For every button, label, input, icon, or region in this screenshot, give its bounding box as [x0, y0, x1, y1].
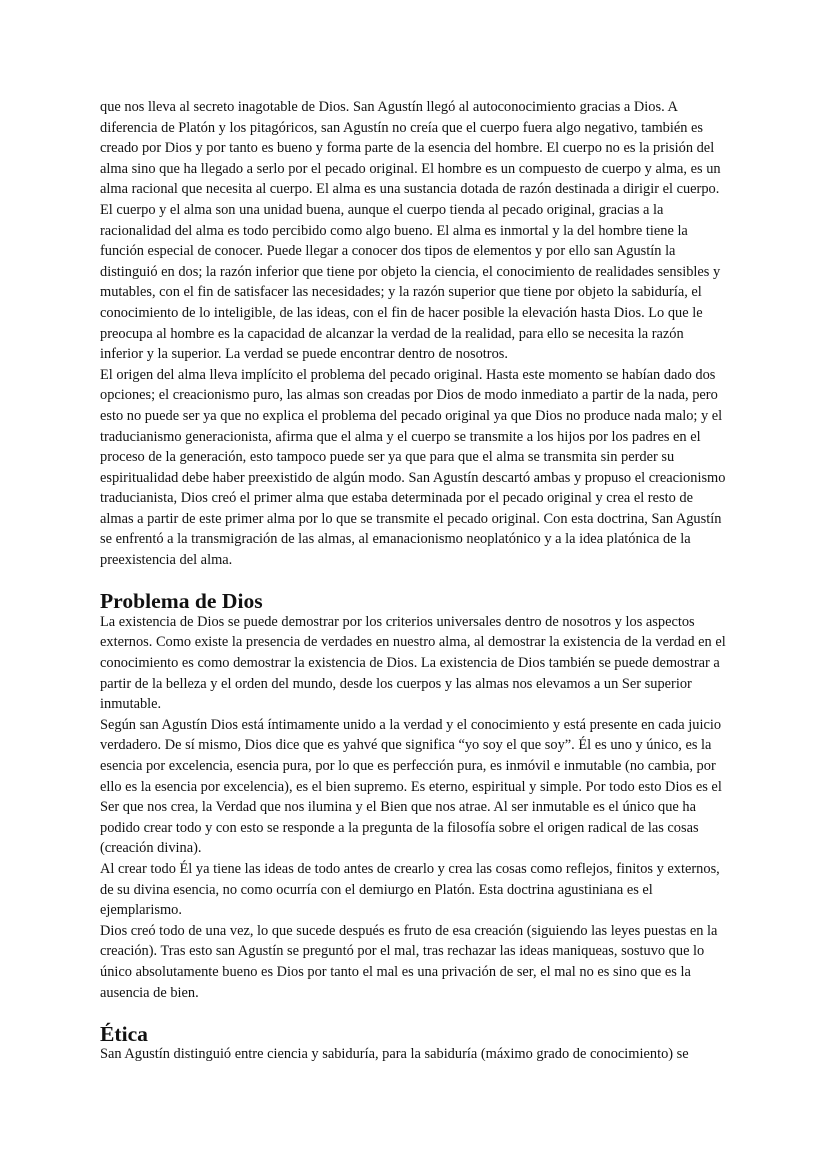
document-page [100, 97, 728, 1065]
paragraph-existencia-dios: La existencia de Dios se puede demostrar por los criterios universales dentro de nosotros y los aspectos externos. Como existe la presencia de verdades en nuestro alma, al demostrar la existencia de la verdad en el conocimiento es como demostrar la existencia de Dios. La existencia de Dios también se puede demostrar a partir de la belleza y el orden del mundo, desde los cuerpos y las almas nos elevamos a un Ser superior inmutable. [100, 613, 726, 713]
paragraph-origen-alma: El origen del alma lleva implícito el problema del pecado original. Hasta este momento se habían dado dos opciones; el creacionismo puro, las almas son creadas por Dios de modo inmediato a partir de la nada, pero esto no puede ser ya que no explica el problema del pecado original ya que Dios no produce nada malo; y el traducianismo generacionista, afirma que el alma y el cuerpo se transmite a los hijos por los padres en el proceso de la generación, esto tampoco puede ser ya que para que el alma se transmita sin perder su espiritualidad debe haber preexistido de algún modo. San Agustín descartó ambas y propuso el creacionismo traducianista, Dios creó el primer alma que estaba determinada por el pecado original y crea el resto de almas a partir de este primer alma por lo que se transmite el pecado original. Con esta doctrina, San Agustín se enfrentó a la transmigración de las almas, al emanacionismo neoplatónico y a la idea platónica de la preexistencia del alma. [100, 366, 726, 569]
paragraph-ciencia-sabiduria: San Agustín distinguió entre ciencia y sabiduría, para la sabiduría (máximo grado de conocimiento) se [100, 1046, 689, 1063]
section-heading-etica: Ética [100, 1021, 148, 1046]
paragraph-naturaleza-dios: Según san Agustín Dios está íntimamente unido a la verdad y el conocimiento y está presente en cada juicio verdadero. De sí mismo, Dios dice que es yahvé que significa “yo soy el que soy”. Él es uno y único, es la esencia por excelencia, esencia pura, por lo que es perfección pura, es inmóvil e inmutable (no cambia, por ello es la esencia por excelencia), es el bien supremo. Es eterno, espiritual y simple. Por todo esto Dios es el Ser que nos crea, la Verdad que nos ilumina y el Bien que nos atrae. Al ser inmutable es el único que ha podido crear todo y con esto se responde a la pregunta de la filosofía sobre el origen radical de las cosas (creación divina). [100, 716, 722, 857]
section-spacer [100, 1003, 728, 1024]
paragraph-el-mal: Dios creó todo de una vez, lo que sucede después es fruto de esa creación (siguiendo las leyes puestas en la creación). Tras esto san Agustín se preguntó por el mal, tras rechazar las ideas maniqueas, sostuvo que lo único absolutamente bueno es Dios por tanto el mal es una privación de ser, el mal no es sino que es la ausencia de bien. [100, 922, 718, 1001]
section-heading-problema-de-dios: Problema de Dios [100, 589, 263, 614]
paragraph-alma-cuerpo: que nos lleva al secreto inagotable de Dios. San Agustín llegó al autoconocimiento gracias a Dios. A diferencia de Platón y los pitagóricos, san Agustín no creía que el cuerpo fuera algo negativo, también es creado por Dios y por tanto es bueno y forma parte de la esencia del hombre. El cuerpo no es la prisión del alma sino que ha llegado a serlo por el pecado original. El hombre es un compuesto de cuerpo y alma, es un alma racional que necesita al cuerpo. El alma es una sustancia dotada de razón destinada a dirigir el cuerpo. El cuerpo y el alma son una unidad buena, aunque el cuerpo tienda al pecado original, gracias a la racionalidad del alma es todo percibido como algo bueno. El alma es inmortal y la del hombre tiene la función especial de conocer. Puede llegar a conocer dos tipos de elementos y por ello san Agustín la distinguió en dos; la razón inferior que tiene por objeto la ciencia, el conocimiento de realidades sensibles y mutables, con el fin de satisfacer las necesidades; y la razón superior que tiene por objeto la sabiduría, el conocimiento de lo inteligible, de las ideas, con el fin de hacer posible la elevación hasta Dios. Lo que le preocupa al hombre es la capacidad de alcanzar la verdad de la realidad, para ello se necesita la razón inferior y la superior. La verdad se puede encontrar dentro de nosotros. [100, 99, 721, 363]
paragraph-ejemplarismo: Al crear todo Él ya tiene las ideas de todo antes de crearlo y crea las cosas como reflejos, finitos y externos, de su divina esencia, no como ocurría con el demiurgo en Platón. Esta doctrina agustiniana es el ejemplarismo. [100, 860, 720, 919]
section-spacer [100, 571, 728, 592]
